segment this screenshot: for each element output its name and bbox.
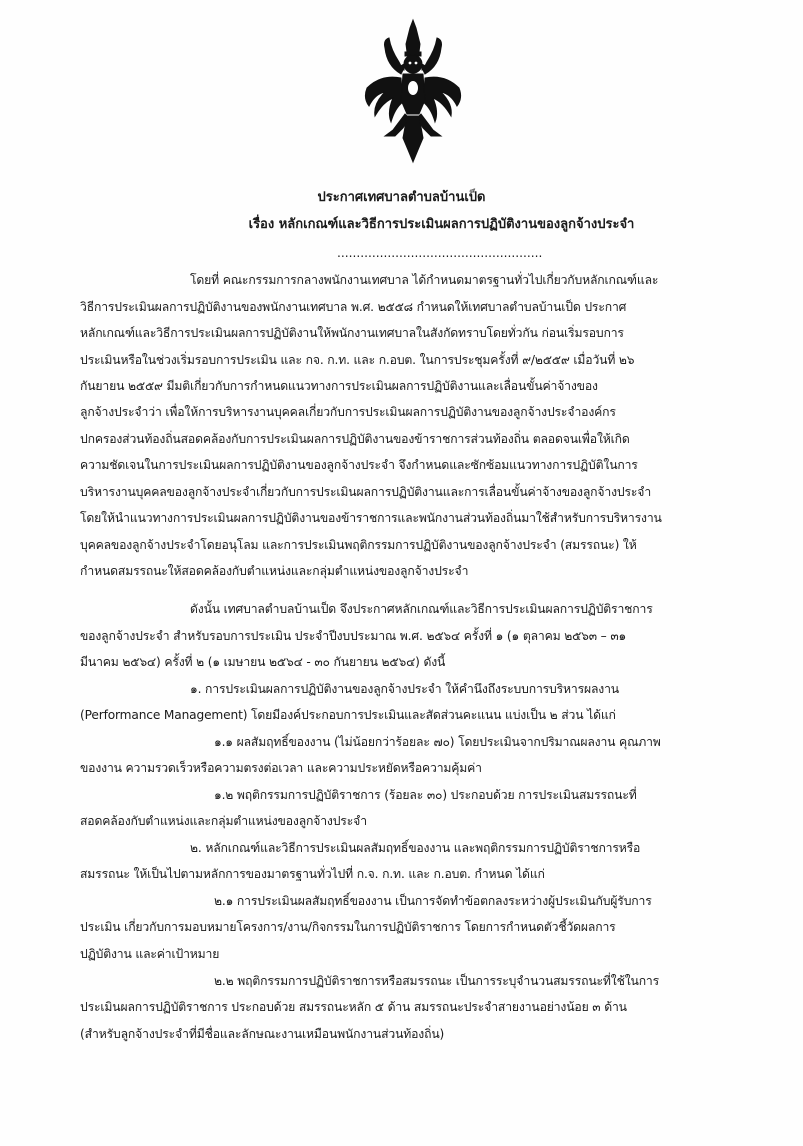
body-line: ปฏิบัติงาน และค่าเป้าหมาย	[80, 947, 220, 961]
body-line: โดยที่ คณะกรรมการกลางพนักงานเทศบาล ได้กำหนดมาตรฐานทั่วไปเกี่ยวกับหลักเกณฑ์และ	[190, 273, 659, 287]
subsection-heading: ๒.๒ พฤติกรรมการปฏิบัติราชการหรือสมรรถนะ เป็นการระบุจำนวนสมรรถนะที่ใช้ในการ	[214, 974, 660, 988]
body-line: หลักเกณฑ์และวิธีการประเมินผลการปฏิบัติงานให้พนักงานเทศบาลในสังกัดทราบโดยทั่วกัน ก่อนเริ่มรอบการ	[80, 326, 624, 340]
body-line: บุคคลของลูกจ้างประจำโดยอนุโลม และการประเมินพฤติกรรมการปฏิบัติงานของลูกจ้างประจำ (สมรรถนะ) ให้	[80, 538, 637, 552]
body-line: กันยายน ๒๕๕๙ มีมติเกี่ยวกับการกำหนดแนวทางการประเมินผลการปฏิบัติงานและเลื่อนขั้นค่าจ้างของ	[80, 379, 598, 393]
garuda-emblem	[361, 18, 465, 164]
body-line: กำหนดสมรรถนะให้สอดคล้องกับตำแหน่งและกลุ่มตำแหน่งของลูกจ้างประจำ	[80, 564, 469, 578]
body-line: ดังนั้น เทศบาลตำบลบ้านเป็ด จึงประกาศหลักเกณฑ์และวิธีการประเมินผลการปฏิบัติราชการ	[190, 602, 653, 616]
announcement-title: ประกาศเทศบาลตำบลบ้านเป็ด	[317, 190, 486, 205]
body-line: บริหารงานบุคคลของลูกจ้างประจำเกี่ยวกับการประเมินผลการปฏิบัติงานและการเลื่อนขั้นค่าจ้างของลูกจ้างประจำ	[80, 485, 652, 499]
announcement-subject: เรื่อง หลักเกณฑ์และวิธีการประเมินผลการปฏิบัติงานของลูกจ้างประจำ	[248, 217, 635, 232]
body-line: ประเมินหรือในช่วงเริ่มรอบการประเมิน และ กจ. ก.ท. และ ก.อบต. ในการประชุมครั้งที่ ๙/๒๕๕๙ เมื่อวันที่ ๒๖	[80, 353, 635, 367]
body-line: สมรรถนะ ให้เป็นไปตามหลักการของมาตรฐานทั่วไปที่ ก.จ. ก.ท. และ ก.อบต. กำหนด ได้แก่	[80, 867, 545, 881]
body-line: ของลูกจ้างประจำ สำหรับรอบการประเมิน ประจำปีงบประมาณ พ.ศ. ๒๕๖๔ ครั้งที่ ๑ (๑ ตุลาคม ๒๕๖๓ – ๓๑	[80, 629, 627, 643]
body-line: (สำหรับลูกจ้างประจำที่มีชื่อและลักษณะงานเหมือนพนักงานส่วนท้องถิ่น)	[80, 1027, 445, 1041]
body-line: สอดคล้องกับตำแหน่งและกลุ่มตำแหน่งของลูกจ้างประจำ	[80, 814, 367, 828]
subsection-heading: ๑.๑ ผลสัมฤทธิ์ของงาน (ไม่น้อยกว่าร้อยละ ๗๐) โดยประเมินจากปริมาณผลงาน คุณภาพ	[214, 735, 661, 749]
body-line: ประเมินผลการปฏิบัติราชการ ประกอบด้วย สมรรถนะหลัก ๕ ด้าน สมรรถนะประจำสายงานอย่างน้อย ๓ ด้าน	[80, 1000, 627, 1014]
body-line: ของงาน ความรวดเร็วหรือความตรงต่อเวลา และความประหยัดหรือความคุ้มค่า	[80, 761, 482, 775]
body-line: ประเมิน เกี่ยวกับการมอบหมายโครงการ/งาน/กิจกรรมในการปฏิบัติราชการ โดยการกำหนดตัวชี้วัดผลการ	[80, 920, 616, 934]
body-line: ลูกจ้างประจำว่า เพื่อให้การบริหารงานบุคคลเกี่ยวกับการประเมินผลการปฏิบัติงานของลูกจ้างประจำองค์กร	[80, 405, 616, 419]
body-line: โดยให้นำแนวทางการประเมินผลการปฏิบัติงานของข้าราชการและพนักงานส่วนท้องถิ่นมาใช้สำหรับการบริหารงาน	[80, 511, 662, 525]
section-heading: ๒. หลักเกณฑ์และวิธีการประเมินผลสัมฤทธิ์ของงาน และพฤติกรรมการปฏิบัติราชการหรือ	[190, 841, 641, 855]
body-line: ปกครองส่วนท้องถิ่นสอดคล้องกับการประเมินผลการปฏิบัติงานของข้าราชการส่วนท้องถิ่น ตลอดจนเพื่อให้เกิด	[80, 432, 630, 446]
body-line: มีนาคม ๒๕๖๔) ครั้งที่ ๒ (๑ เมษายน ๒๕๖๔ - ๓๐ กันยายน ๒๕๖๔) ดังนี้	[80, 655, 446, 669]
subsection-heading: ๒.๑ การประเมินผลสัมฤทธิ์ของงาน เป็นการจัดทำข้อตกลงระหว่างผู้ประเมินกับผู้รับการ	[214, 894, 652, 908]
separator-dots: .....................................................	[337, 246, 543, 260]
body-line: ความชัดเจนในการประเมินผลการปฏิบัติงานของลูกจ้างประจำ จึงกำหนดและซักซ้อมแนวทางการปฏิบัติในการ	[80, 458, 638, 472]
body-line: (Performance Management) โดยมีองค์ประกอบการประเมินและสัดส่วนคะแนน แบ่งเป็น ๒ ส่วน ได้แก่	[80, 708, 616, 722]
subsection-heading: ๑.๒ พฤติกรรมการปฏิบัติราชการ (ร้อยละ ๓๐) ประกอบด้วย การประเมินสมรรถนะที่	[214, 788, 637, 802]
section-heading: ๑. การประเมินผลการปฏิบัติงานของลูกจ้างประจำ ให้คำนึงถึงระบบการบริหารผลงาน	[190, 682, 619, 696]
body-line: วิธีการประเมินผลการปฏิบัติงานของพนักงานเทศบาล พ.ศ. ๒๕๕๘ กำหนดให้เทศบาลตำบลบ้านเป็ด ประกาศ	[80, 300, 627, 314]
